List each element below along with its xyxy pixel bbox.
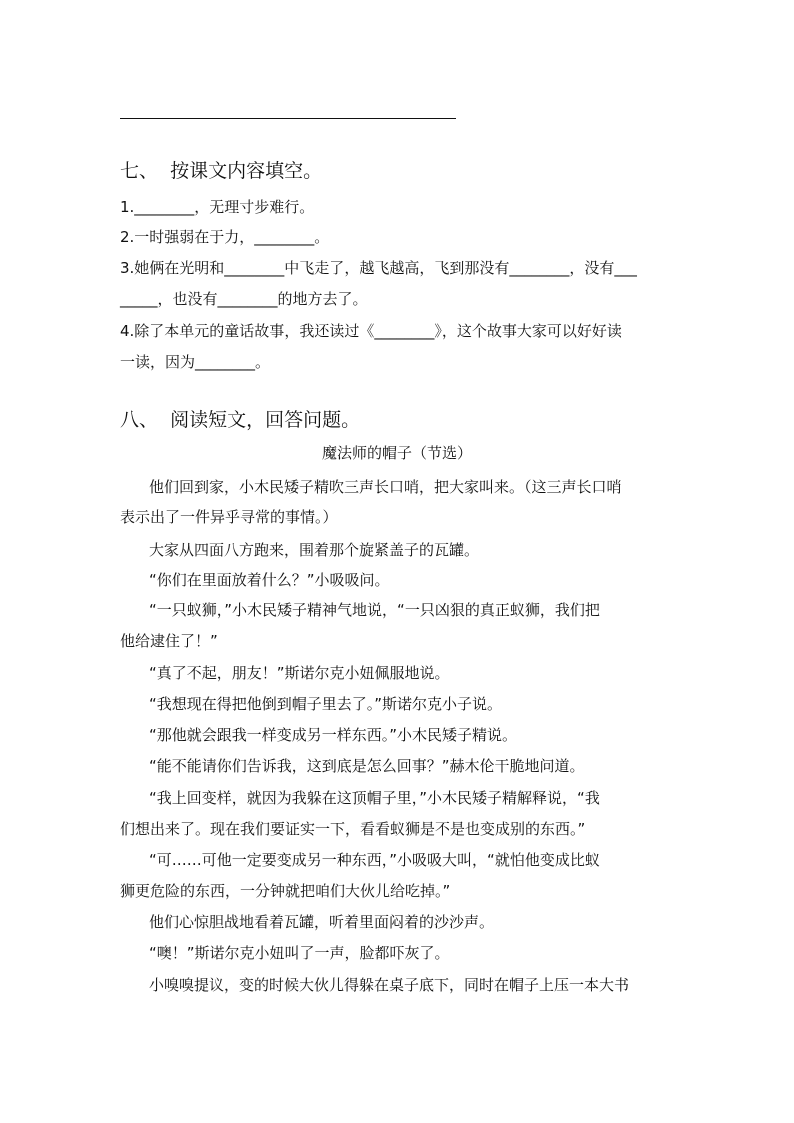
passage-line: “能不能请你们告诉我，这到底是怎么回事？”赫木伦干脆地问道。 [149,757,585,775]
section-8-heading: 八、 阅读短文，回答问题。 [120,409,361,431]
passage-line: 表示出了一件异乎寻常的事情。） [120,508,338,526]
passage-line: “一只蚁狮，”小木民矮子精神气地说，“一只凶狠的真正蚁狮，我们把 [149,601,600,619]
passage-line: 小嗅嗅提议，变的时候大伙儿得躲在桌子底下，同时在帽子上压一本大书 [149,976,630,994]
fill-item-3-cont: _____，也没有________的地方去了。 [120,290,368,308]
passage-line: 狮更危险的东西，一分钟就把咱们大伙儿给吃掉。” [120,882,451,900]
fill-item-1: 1.________，无理寸步难行。 [120,198,315,216]
passage-line: “噢！”斯诺尔克小妞叫了一声，脸都吓灰了。 [149,944,450,962]
passage-line: 他们回到家，小木民矮子精吹三声长口哨，把大家叫来。（这三声长口哨 [149,478,622,496]
fill-item-2: 2.一时强弱在于力，________。 [120,228,330,246]
fill-item-4: 4.除了本单元的童话故事，我还读过《________》，这个故事大家可以好好读 [120,322,622,340]
passage-line: “我上回变样，就因为我躲在这顶帽子里，”小木民矮子精解释说，“我 [149,789,600,807]
answer-line [120,118,456,119]
passage-line: “可……可他一定要变成另一种东西，”小吸吸大叫，“就怕他变成比蚁 [149,851,600,869]
fill-item-4-cont: 一读，因为________。 [120,353,271,371]
passage-title: 魔法师的帽子（节选） [321,444,472,462]
passage-line: 大家从四面八方跑来，围着那个旋紧盖子的瓦罐。 [149,541,480,559]
fill-item-3: 3.她俩在光明和________中飞走了，越飞越高，飞到那没有________，没有___ [120,259,637,277]
section-7-heading: 七、 按课文内容填空。 [120,160,323,182]
passage-line: “你们在里面放着什么？”小吸吸问。 [149,571,390,589]
passage-line: “那他就会跟我一样变成另一样东西。”小木民矮子精说。 [149,726,518,744]
passage-line: “我想现在得把他倒到帽子里去了。”斯诺尔克小子说。 [149,695,503,713]
passage-line: 他们心惊胆战地看着瓦罐，听着里面闷着的沙沙声。 [149,913,495,931]
passage-line: 他给逮住了！” [120,632,218,650]
passage-line: “真了不起，朋友！”斯诺尔克小妞佩服地说。 [149,664,450,682]
passage-line: 们想出来了。现在我们要证实一下，看看蚁狮是不是也变成别的东西。” [120,820,586,838]
